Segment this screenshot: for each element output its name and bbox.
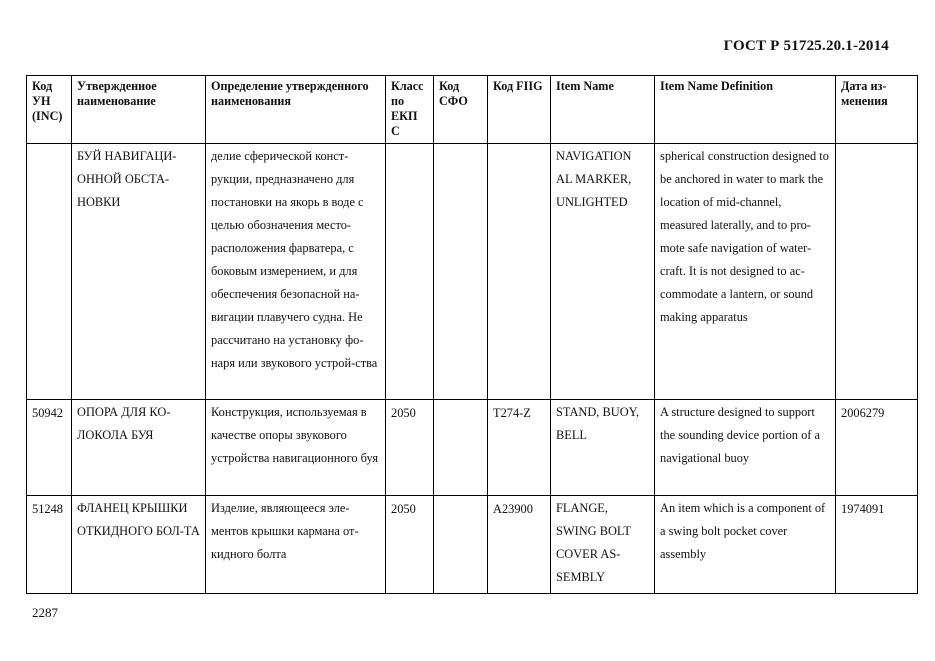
col-header-sfo: Код СФО: [434, 76, 488, 144]
cell-date: [836, 144, 918, 400]
cell-class: [386, 144, 434, 400]
col-header-fiig: Код FIIG: [488, 76, 551, 144]
cell-sfo: [434, 400, 488, 496]
table-row: [27, 400, 918, 496]
cell-fiig: T274-Z: [488, 400, 551, 496]
table-row: [27, 496, 918, 594]
col-header-name-ru: Утвержденное наименование: [72, 76, 206, 144]
cell-fiig: A23900: [488, 496, 551, 594]
col-header-definition-ru: Определение утвержденного наименования: [206, 76, 386, 144]
cell-sfo: [434, 496, 488, 594]
cell-fiig: [488, 144, 551, 400]
cell-definition-ru: Изделие, являющееся эле-ментов крышки кармана от-кидного болта: [206, 496, 386, 594]
col-header-item-definition: Item Name Definition: [655, 76, 836, 144]
cell-item-name: NAVIGATION AL MARKER, UNLIGHTED: [551, 144, 655, 400]
cell-definition-ru: делие сферической конст-рукции, предназначено для постановки на якорь в воде с целью обозначения место-расположения фарватера, с боковым измерением, и для обеспечения безопасной на-вигации плавучего судна. Не рассчитано на установку фо-наря или звукового устрой-ства: [206, 144, 386, 400]
page-number: 2287: [32, 605, 58, 620]
col-header-inc: Код УН (INC): [27, 76, 72, 144]
col-header-item-name: Item Name: [551, 76, 655, 144]
cell-name-ru: БУЙ НАВИГАЦИ-ОННОЙ ОБСТА-НОВКИ: [72, 144, 206, 400]
cell-class: 2050: [386, 496, 434, 594]
cell-inc: 50942: [27, 400, 72, 496]
nomenclature-table: [26, 75, 918, 594]
col-header-class: Класс по ЕКП С: [386, 76, 434, 144]
cell-item-name: STAND, BUOY, BELL: [551, 400, 655, 496]
cell-name-ru: ОПОРА ДЛЯ КО-ЛОКОЛА БУЯ: [72, 400, 206, 496]
header-row: [27, 76, 918, 144]
cell-item-definition: An item which is a component of a swing bolt pocket cover assembly: [655, 496, 836, 594]
cell-inc: 51248: [27, 496, 72, 594]
document-id: ГОСТ Р 51725.20.1-2014: [723, 38, 889, 54]
cell-inc: [27, 144, 72, 400]
table-row: [27, 144, 918, 400]
cell-definition-ru: Конструкция, используемая в качестве опоры звукового устройства навигационного буя: [206, 400, 386, 496]
cell-name-ru: ФЛАНЕЦ КРЫШКИ ОТКИДНОГО БОЛ-ТА: [72, 496, 206, 594]
cell-item-definition: A structure designed to support the sounding device portion of a navigational buoy: [655, 400, 836, 496]
col-header-date: Дата из-менения: [836, 76, 918, 144]
cell-date: 1974091: [836, 496, 918, 594]
cell-date: 2006279: [836, 400, 918, 496]
cell-item-name: FLANGE, SWING BOLT COVER AS-SEMBLY: [551, 496, 655, 594]
cell-sfo: [434, 144, 488, 400]
cell-item-definition: spherical construction designed to be anchored in water to mark the location of mid-channel, measured laterally, and to pro-mote safe navigation of water-craft. It is not designed to ac-commodate a lantern, or sound making apparatus: [655, 144, 836, 400]
cell-class: 2050: [386, 400, 434, 496]
